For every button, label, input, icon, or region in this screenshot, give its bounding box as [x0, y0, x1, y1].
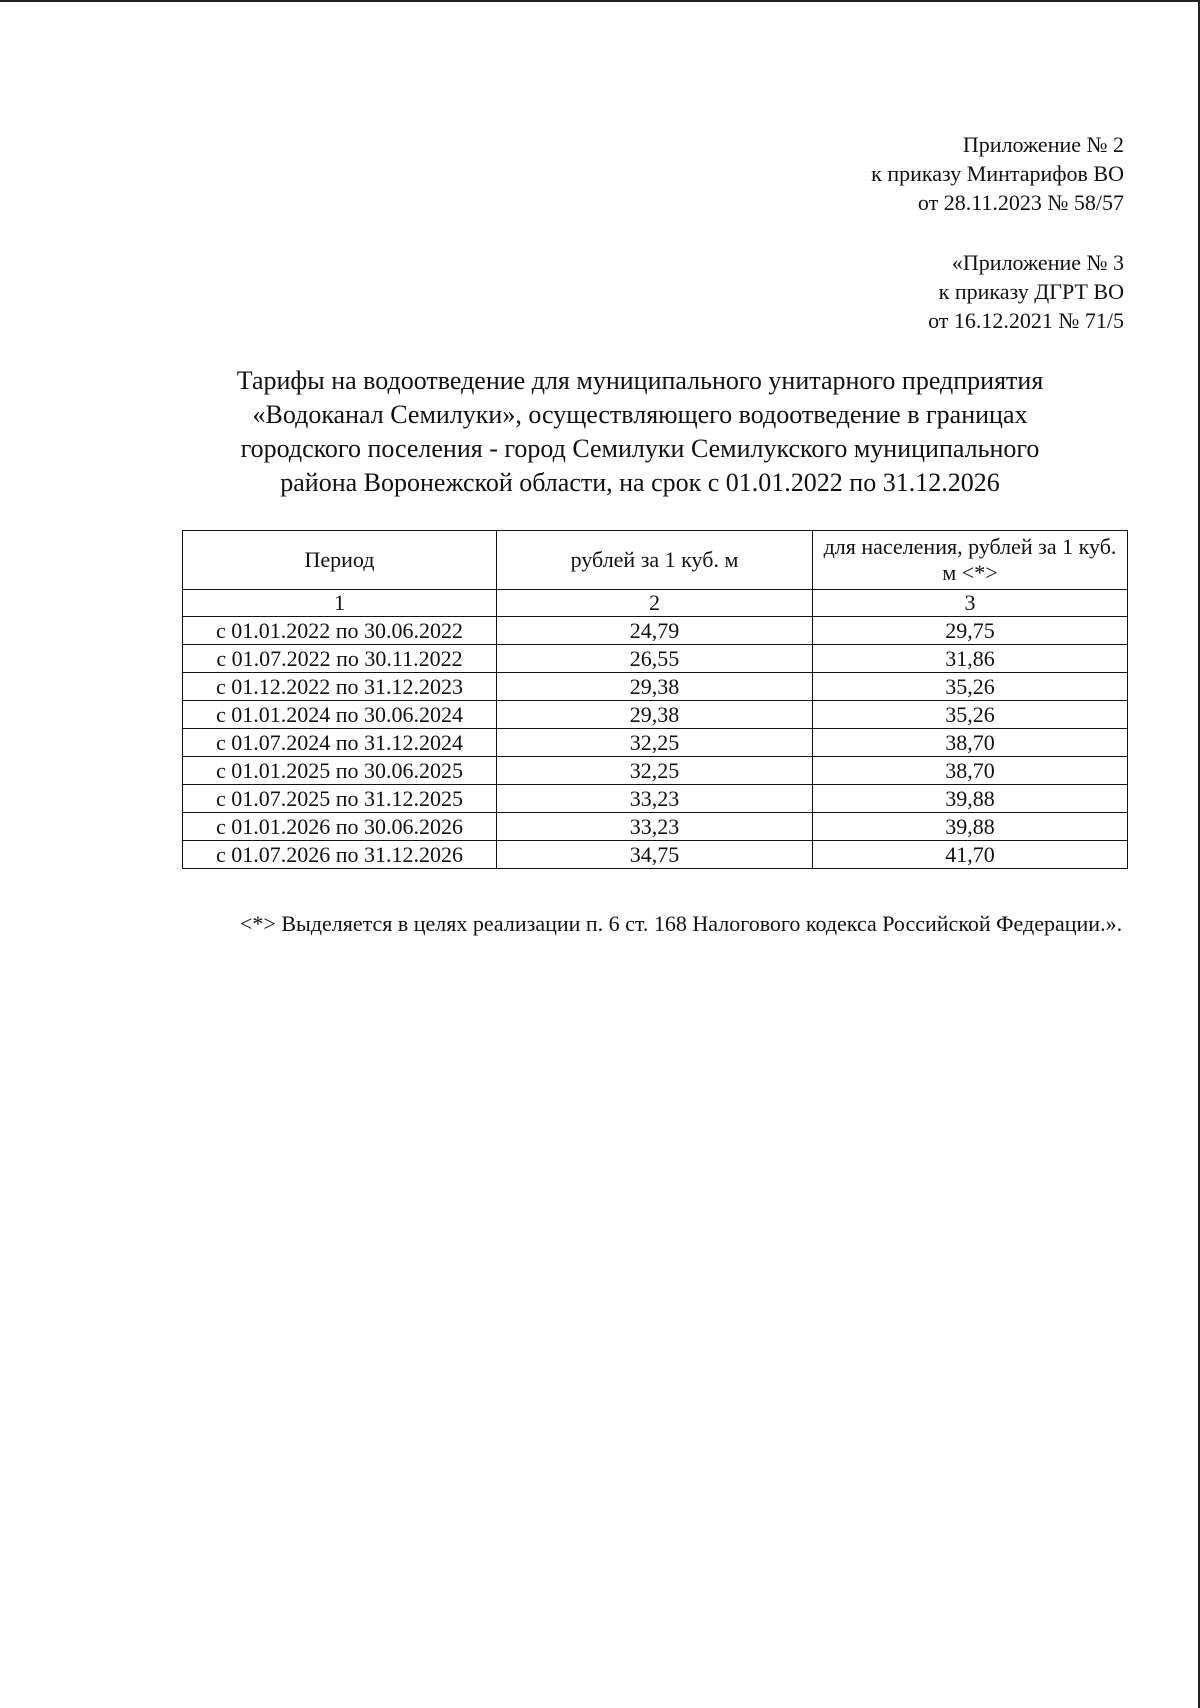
cell-period: с 01.07.2026 по 31.12.2026: [183, 841, 497, 869]
cell-rubles: 24,79: [497, 617, 813, 645]
cell-rubles: 33,23: [497, 813, 813, 841]
table-row: [183, 757, 1128, 785]
appendix-line: «Приложение № 3: [951, 250, 1124, 275]
cell-population: 38,70: [813, 729, 1128, 757]
table-column-number-row: [183, 590, 1128, 617]
table-row: [183, 785, 1128, 813]
cell-population: 35,26: [813, 673, 1128, 701]
header-rubles: рублей за 1 куб. м: [497, 531, 813, 590]
table-row: [183, 673, 1128, 701]
cell-population: 39,88: [813, 813, 1128, 841]
cell-rubles: 29,38: [497, 701, 813, 729]
table-row: [183, 813, 1128, 841]
cell-period: с 01.07.2022 по 30.11.2022: [183, 645, 497, 673]
cell-rubles: 32,25: [497, 729, 813, 757]
column-number: 2: [497, 590, 813, 617]
cell-rubles: 34,75: [497, 841, 813, 869]
table-row: [183, 841, 1128, 869]
cell-period: с 01.01.2022 по 30.06.2022: [183, 617, 497, 645]
table-row: [183, 729, 1128, 757]
cell-population: 39,88: [813, 785, 1128, 813]
table-row: [183, 701, 1128, 729]
appendix-line: от 28.11.2023 № 58/57: [917, 190, 1124, 215]
cell-rubles: 26,55: [497, 645, 813, 673]
cell-rubles: 32,25: [497, 757, 813, 785]
cell-rubles: 29,38: [497, 673, 813, 701]
column-number: 1: [183, 590, 497, 617]
cell-population: 29,75: [813, 617, 1128, 645]
cell-rubles: 33,23: [497, 785, 813, 813]
appendix-line: к приказу ДГРТ ВО: [938, 279, 1124, 304]
appendix-header-original: [928, 248, 1124, 335]
title-line: Тарифы на водоотведение для муниципального унитарного предприятия: [236, 366, 1044, 395]
tariff-table: [182, 530, 1128, 869]
footnote: <*> Выделяется в целях реализации п. 6 ст. 168 Налогового кодекса Российской Федерации.».: [240, 911, 1123, 936]
document-title: [170, 364, 1110, 500]
header-population: для населения, рублей за 1 куб. м <*>: [813, 531, 1128, 590]
cell-period: с 01.01.2024 по 30.06.2024: [183, 701, 497, 729]
appendix-header-current: [871, 130, 1124, 217]
appendix-line: от 16.12.2021 № 71/5: [928, 308, 1124, 333]
appendix-line: Приложение № 2: [962, 132, 1124, 157]
header-period: Период: [183, 531, 497, 590]
cell-period: с 01.12.2022 по 31.12.2023: [183, 673, 497, 701]
title-line: района Воронежской области, на срок с 01.01.2022 по 31.12.2026: [280, 468, 1000, 497]
cell-population: 41,70: [813, 841, 1128, 869]
table-row: [183, 645, 1128, 673]
table-header-row: [183, 531, 1128, 590]
cell-period: с 01.07.2024 по 31.12.2024: [183, 729, 497, 757]
cell-population: 38,70: [813, 757, 1128, 785]
cell-population: 35,26: [813, 701, 1128, 729]
cell-period: с 01.01.2025 по 30.06.2025: [183, 757, 497, 785]
cell-population: 31,86: [813, 645, 1128, 673]
column-number: 3: [813, 590, 1128, 617]
table-row: [183, 617, 1128, 645]
title-line: «Водоканал Семилуки», осуществляющего водоотведение в границах: [252, 400, 1028, 429]
cell-period: с 01.01.2026 по 30.06.2026: [183, 813, 497, 841]
appendix-line: к приказу Минтарифов ВО: [871, 161, 1124, 186]
cell-period: с 01.07.2025 по 31.12.2025: [183, 785, 497, 813]
title-line: городского поселения - город Семилуки Семилукского муниципального: [240, 434, 1040, 463]
